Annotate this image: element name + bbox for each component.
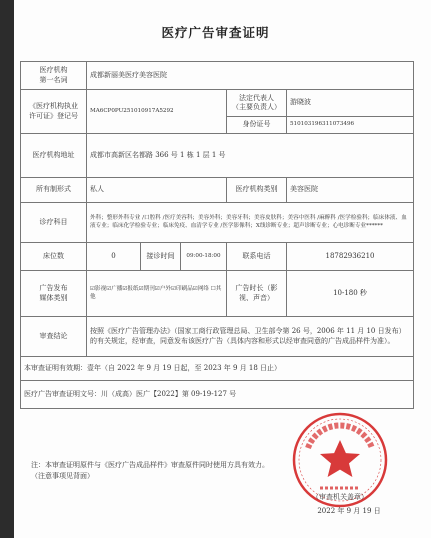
license-label: 《医疗机构执业 许可证》登记号 [21, 90, 87, 134]
row-beds [21, 243, 414, 271]
license-value: MA6CP0PU251010917A5292 [87, 90, 227, 134]
org-type-value: 美容医院 [287, 178, 414, 203]
certificate-number: 医疗广告审查证明文号：川（成高）医广【2022】第 09-19-127 号 [21, 381, 414, 409]
conclusion-label: 审查结论 [21, 317, 87, 357]
address-value: 成都市高新区名都路 366 号 1 栋 1 层 1 号 [87, 134, 414, 178]
org-type-label: 医疗机构类别 [227, 178, 287, 203]
row-org-name [21, 62, 414, 90]
dark-edge [0, 0, 14, 538]
media-label: 广告发布 媒体类别 [21, 271, 87, 317]
validity-text: 本审查证明有效期：壹年（自 2022 年 9 月 19 日起，至 2023 年 9 月 18 日止） [21, 357, 414, 381]
ownership-label: 所有制形式 [21, 178, 87, 203]
hours-label: 接诊时间 [141, 243, 181, 271]
org-name-label: 医疗机构 第一名词 [21, 62, 87, 90]
subjects-value: 外科；整形外科专业 /口腔科 /医疗美容科；美容外科；美容牙科；美容皮肤科；美容中医科 /麻醉科 /医学检验科；临床体液、血液专业；临床化学检验专业；临床免疫、血清学专业 /医学影像科；X线诊断专业；超声诊断专业；心电诊断专业****** [87, 203, 414, 243]
row-ownership [21, 178, 414, 203]
row-license [21, 90, 414, 117]
media-value: ☑影视☑广播☑报纸☑期刊☑户外☑印刷品☑网络 ☐其他 [87, 271, 227, 317]
ownership-value: 私人 [87, 178, 227, 203]
beds-label: 床位数 [21, 243, 87, 271]
seal-label: （审查机关盖章） [312, 493, 368, 501]
phone-value: 18782936210 [287, 243, 414, 271]
note-line-2: （注意事项见背面） [31, 471, 94, 480]
row-subjects [21, 203, 414, 243]
row-validity [21, 357, 414, 381]
page-title: 医疗广告审查证明 [161, 25, 270, 40]
note-line-1: 注：本审查证明原件与《医疗广告成品样件》审查原件同时使用方具有效力。 [31, 461, 269, 469]
id-label: 身份证号 [227, 117, 287, 134]
duration-value: 10-180 秒 [287, 271, 414, 317]
beds-value: 0 [87, 243, 141, 271]
duration-label: 广告时长（影 视、声音） [227, 271, 287, 317]
id-value: 510103196311073496 [287, 117, 414, 134]
row-address [21, 134, 414, 178]
certificate-table [20, 61, 414, 409]
conclusion-value: 按照《医疗广告管理办法》（国家工商行政管理总局、卫生部令第 26 号，2006 年 11 月 10 日发布）的有关规定，经审查，同意发布该医疗广告（具体内容和形式以经审查同意的广告成品样件为准）。 [87, 317, 414, 357]
org-name-value: 成都新丽美医疗美容医院 [87, 62, 414, 90]
subjects-label: 诊疗科目 [21, 203, 87, 243]
hours-value: 09:00-18:00 [181, 243, 227, 271]
row-media [21, 271, 414, 317]
legal-rep-value: 游晓波 [287, 90, 414, 117]
address-label: 医疗机构地址 [21, 134, 87, 178]
row-number [21, 381, 414, 409]
issue-date: 2022 年 9 月 19 日 [317, 507, 381, 515]
phone-label: 联系电话 [227, 243, 287, 271]
row-conclusion [21, 317, 414, 357]
legal-rep-label: 法定代表人 （主要负责人） [227, 90, 287, 117]
